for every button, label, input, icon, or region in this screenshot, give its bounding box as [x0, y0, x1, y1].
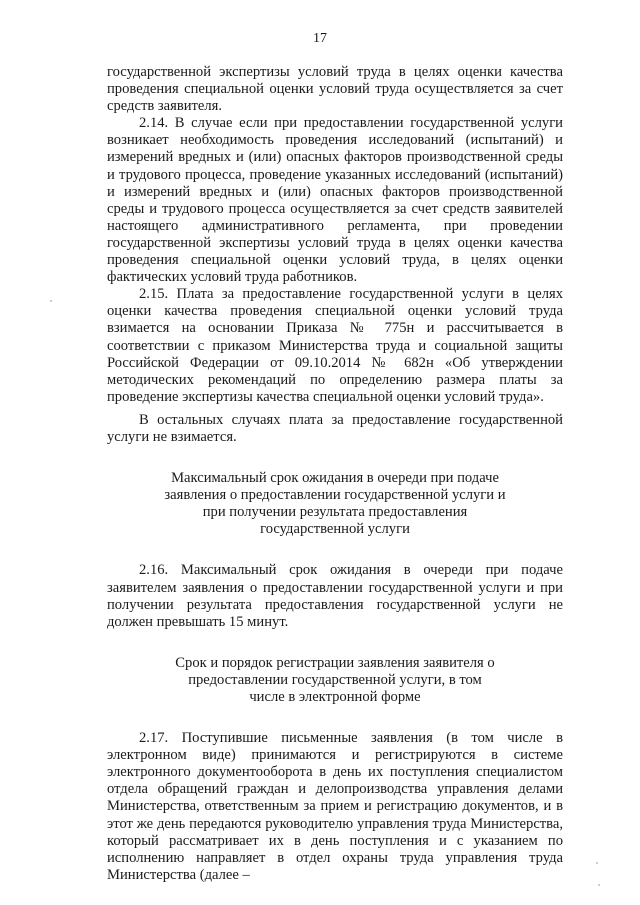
paragraph-2-17: 2.17. Поступившие письменные заявления (в том числе в электронном виде) принимаются и регистрируются в системе электронного документооборота в день их поступления специалистом отдела обращений граждан и делопроизводства управления делами Министерства, ответственным за прием и регистрацию документов, и в этот же день передаются руководителю управления труда Министерства, который рассматривает их в день поступления и с указанием по исполнению направляет в отдел охраны труда управления труда Министерства (далее –	[107, 730, 563, 883]
paragraph-continued: государственной экспертизы условий труда в целях оценки качества проведения специальной оценки условий труда осуществляется за счет средств заявителя.	[107, 64, 563, 115]
paragraph-other-cases: В остальных случаях плата за предоставление государственной услуги не взимается.	[107, 411, 563, 445]
page-number: 17	[313, 31, 327, 46]
heading-line: предоставлении государственной услуги, в том	[188, 671, 482, 688]
heading-line: заявления о предоставлении государственной услуги и	[164, 487, 506, 504]
heading-registration	[107, 655, 563, 706]
paragraph-2-15: 2.15. Плата за предоставление государственной услуги в целях оценки качества проведения специальной оценки условий труда взимается на основании Приказа № 775н и рассчитывается в соответствии с приказом Министерства труда и социальной защиты Российской Федерации от 09.10.2014 № 682н «Об утверждении методических рекомендаций по определению размера платы за проведение экспертизы качества специальной оценки условий труда».	[107, 286, 563, 405]
heading-line: Срок и порядок регистрации заявления заявителя о	[175, 654, 495, 671]
heading-max-wait	[107, 470, 563, 538]
scan-speck	[596, 862, 598, 864]
scan-speck	[598, 884, 600, 886]
heading-line: при получении результата предоставления	[202, 504, 468, 521]
heading-line: числе в электронной форме	[249, 689, 421, 705]
scan-speck	[50, 300, 52, 302]
heading-line: Максимальный срок ожидания в очереди при подаче	[171, 470, 499, 487]
document-body	[107, 64, 563, 884]
paragraph-2-16: 2.16. Максимальный срок ожидания в очереди при подаче заявителем заявления о предоставлении государственной услуги и при получении результата предоставления государственной услуги не должен превышать 15 минут.	[107, 562, 563, 630]
heading-line: государственной услуги	[260, 521, 410, 538]
paragraph-2-14: 2.14. В случае если при предоставлении государственной услуги возникает необходимость проведения исследований (испытаний) и измерений вредных и (или) опасных факторов производственной среды и трудового процесса, проведение указанных исследований (испытаний) и измерений вредных и (или) опасных факторов производственной среды и трудового процесса осуществляется за счет средств заявителей настоящего административного регламента, при проведении государственной экспертизы условий труда в целях оценки качества проведения специальной оценки условий труда, в целях оценки фактических условий труда работников.	[107, 115, 563, 286]
